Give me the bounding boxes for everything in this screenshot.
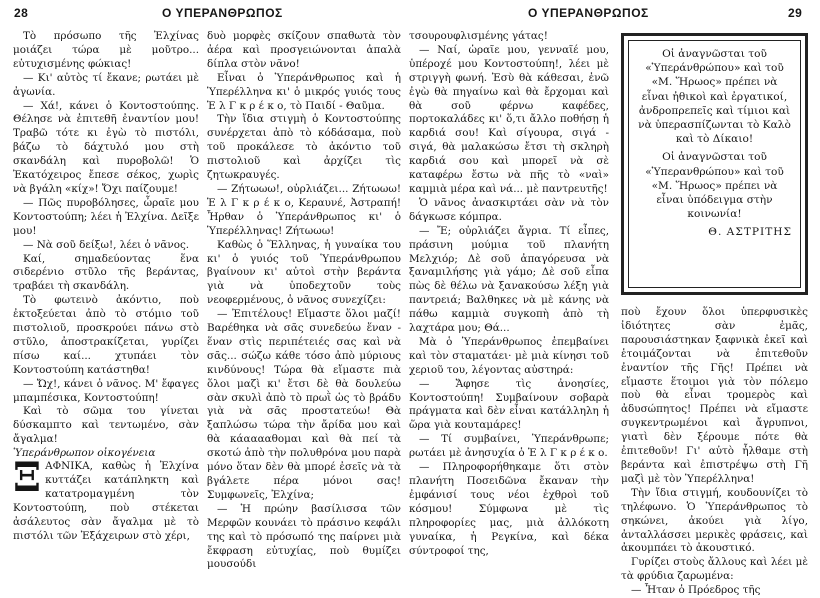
section-heading: Ὑπεράνθρωπον οἰκογένεια bbox=[13, 447, 156, 460]
paragraph: Καθὼς ὁ Ἕλληνας, ἡ γυναίκα του κι' ὁ γυιός τοῦ Ὑπεράνθρωπου βγαίνουν κι' αὐτοὶ στὴν βεράντα γιὰ νὰ ὑποδεχτοῦν τοὺς νεοφερμένους, ὁ νᾶνος συνεχίζει: bbox=[207, 238, 401, 307]
paragraph: Γυρίζει στοὺς ἄλλους καὶ λέει μὲ τὰ φρύδια ζαρωμένα: bbox=[621, 556, 808, 583]
paragraph: Τὴν ἴδια στιγμὴ ὁ Κοντοστούπης συνέρχεται ἀπὸ τὸ κόδάσαμα, ποὺ τοῦ προκάλεσε τὸ ἀκόντιο τοῦ πιστολιοῦ καὶ ἀρχίζει τὶς ζητωκραυγές. bbox=[207, 113, 401, 182]
text-column-2 bbox=[207, 30, 401, 590]
text-column-1 bbox=[13, 30, 199, 590]
paragraph: Μὰ ὁ Ὑπεράνθρωπος ἐπεμβαίνει καὶ τὸν σταματάει· μὲ μιὰ κίνησι τοῦ χεριοῦ του, λέγοντας αὐστηρά: bbox=[409, 335, 609, 376]
running-title-right: Ο ΥΠΕΡΑΝΘΡΩΠΟΣ bbox=[528, 6, 649, 20]
paragraph: — Ζήτωωω!, οὐρλιάζει... Ζήτωωω! Ἑ λ Γ κ ρ έ κ ο, Κεραυνέ, Ἀστραπή! Ἦρθαν ὁ Ὑπεράνθρωπος κι' ὁ Ὑπερέλληνας! Ζήτωωω! bbox=[207, 182, 401, 237]
paragraph: — Πῶς πυροβόλησες, ὦραῖε μου Κοντοστούπη; λέει ἡ Ἐλχίνα. Δεῖξε μου! bbox=[13, 196, 199, 237]
running-title-left: Ο ΥΠΕΡΑΝΘΡΩΠΟΣ bbox=[162, 6, 283, 20]
paragraph: — Πληροφορήθηκαμε ὅτι στὸν πλανήτη Ποσειδῶνα ἔκαναν τὴν ἐμφάνισί τους νέοι ἐχθροὶ τοῦ κόσμου! Σύμφωνα μὲ τὶς πληροφορίες μας, μιὰ ἀλλόκοτη γυναίκα, ἡ Ρεγκίνα, καὶ δέκα σύντροφοί της, bbox=[409, 461, 609, 557]
drop-cap-text: ΑΦΝΙΚΑ, καθὼς ἡ Ἐλχίνα κυττάζει κατάπληκτη καὶ κατατρομαγμένη τὸν Κοντοστούπη, ποὺ στέκεται ἀσάλευτος σὰν ἄγαλμα μὲ τὸ πιστόλι τῶν Ἐξάχειρων στὸ χέρι, bbox=[13, 460, 199, 542]
drop-cap-paragraph bbox=[13, 454, 199, 543]
notice-box-inner bbox=[628, 40, 801, 288]
notice-box bbox=[621, 33, 808, 295]
paragraph: τσουρουφλισμένης γάτας! bbox=[409, 30, 548, 42]
paragraph: — Ἡ πρώην βασίλισσα τῶν Μερφῶν κουνάει τὸ πράσινο κεφάλι της καὶ τὸ πρόσωπό της παίρνει μιὰ ἔκφραση εὐτυχίας, ποὺ θυμίζει μουσούδι bbox=[207, 502, 401, 571]
drop-cap: Ξ bbox=[13, 454, 42, 502]
paragraph: Τὸ πρόσωπο τῆς Ἐλχίνας μοιάζει τώρα μὲ μοῦτρο... εὐτυχισμένης φώκιας! bbox=[13, 30, 199, 70]
paragraph: — Κι' αὐτὸς τί ἔκανε; ρωτάει μὲ ἀγωνία. bbox=[13, 71, 199, 98]
paragraph: Εἶναι ὁ Ὑπεράνθρωπος καὶ ἡ Ὑπερέλληνα κι' ὁ μικρός γυιός τους Ἑ λ Γ κ ρ έ κ ο, τὸ Παιδί - Θαῦμα. bbox=[207, 71, 401, 112]
notice-signature: Θ. ΑΣΤΡΙΤΗΣ bbox=[708, 226, 792, 239]
page-number-left: 28 bbox=[14, 6, 29, 20]
paragraph: — Ὤχ!, κάνει ὁ νᾶνος. Μ' ἔφαγες μπαμπέσικα, Κοντοστούπη! bbox=[13, 377, 199, 404]
paragraph: — Ναί, ὡραῖε μου, γενναῖέ μου, ὑπέροχέ μου Κοντοστούπη!, λέει μὲ στριγγὴ φωνή. Ἐσὺ θὰ κάθεσαι, ἐνῶ ἐγὼ θὰ πηγαίνω καὶ θὰ ἔρχομαι καὶ θὰ σοῦ φέρνω καφέδες, πορτοκαλάδες κι' ὅ,τι ἄλλο ποθήσῃ ἡ καρδιά σου! Καὶ σίγουρα, σιγά - σιγά, θὰ μαλακώσω ἔτσι τὴ σκληρὴ καρδιά σου καὶ μπορεῖ νὰ σὲ καταφέρω ἔστω νὰ πῆς τὸ «ναὶ» καμμιὰ μέρα καὶ νά... μὲ παντρευτῆς! bbox=[409, 43, 609, 195]
paragraph: Καί, σημαδεύοντας ἕνα σιδερένιο στῦλο τῆς βεράντας, τραβάει τὴ σκανδάλη. bbox=[13, 252, 199, 293]
paragraph: — Νὰ σοῦ δείξω!, λέει ὁ νᾶνος. bbox=[23, 238, 190, 251]
paragraph: — Τί συμβαίνει, Ὑπεράνθρωπε; ρωτάει μὲ ἀνησυχία ὁ Ἑ λ Γ κ ρ έ κ ο. bbox=[409, 433, 609, 460]
text-column-3 bbox=[409, 30, 609, 590]
page-number-right: 29 bbox=[788, 6, 803, 20]
text-column-4 bbox=[621, 306, 808, 597]
paragraph: Τὸ φωτεινὸ ἀκόντιο, ποὺ ἐκτοξεύεται ἀπὸ τὸ στόμιο τοῦ πιστολιοῦ, προσκρούει πάνω στὸ στῦλο, ἀποστρακίζεται, γυρίζει πίσω καί... χτυπάει τὸν Κοντοστούπη κατάστηθα! bbox=[13, 294, 199, 376]
paragraph: δυὸ μορφὲς σκίζουν σπαθωτὰ τὸν ἀέρα καὶ προσγειώνονται ἀπαλὰ δίπλα στὸν νᾶνο! bbox=[207, 30, 401, 70]
paragraph: — Ἄφησε τὶς ἀνοησίες, Κοντοστούπη! Συμβαίνουν σοβαρὰ πράγματα καὶ δὲν εἶναι κατάλληλη ἡ ὥρα γιὰ κουταμάρες! bbox=[409, 377, 609, 432]
paragraph: Καὶ τὸ σῶμα του γίνεται δύσκαμπτο καὶ τεντωμένο, σὰν ἄγαλμα! bbox=[13, 405, 199, 446]
paragraph: Τὴν ἴδια στιγμή, κουδουνίζει τὸ τηλέφωνο. Ὁ Ὑπεράνθρωπος τὸ σηκώνει, ἀκούει γιὰ λίγο, ἀνταλλάσσει μερικὲς φράσεις, καὶ ἀκουμπάει τὸ ἀκουστικό. bbox=[621, 486, 808, 555]
paragraph: — Ἦταν ὁ Πρόεδρος τῆς bbox=[631, 584, 761, 597]
paragraph: — Ἐπιτέλους! Εἴμαστε ὅλοι μαζί! Βαρέθηκα νὰ σᾶς συνεδεύω ἕναν - ἕναν στὶς περιπέτειές σας καὶ νὰ σᾶς... σώζω κάθε τόσο ἀπὸ μύριους κινδύνους! Τώρα θὰ εἴμαστε πιὰ ὅλοι μαζὶ κι' ἔτσι δὲ θὰ δουλεύω σὰν σκυλὶ ἀπὸ τὸ πρωῒ ὡς τὸ βράδυ γιὰ νὰ σᾶς προστατεύω! Θὰ ξαπλώσω τώρα τὴν ἄρίδα μου καὶ θὰ κάααααθομαι καὶ θὰ πεί τὰ σκοτώ ἀπὸ τὴν πολυθρόνα μου παρὰ μόνο ὅταν δὲν θὰ μπορέ ἐσεῖς νὰ τὰ βγάλετε πέρα μόνοι σας! Συμφωνεῖς, Ἐλχίνα; bbox=[207, 308, 401, 501]
paragraph: ποὺ ἔχουν ὅλοι ὑπερφυσικὲς ἰδιότητες σὰν ἐμᾶς, παρουσιάστηκαν ξαφνικὰ ἐκεῖ καὶ ἑτοιμάζονται νὰ ἐπιτεθοῦν ἐναντίον τῆς Γῆς! Πρέπει νὰ εἴμαστε ἕτοιμοι γιὰ τὸν πόλεμο ποὺ θὰ εἶναι τρομερὸς καὶ ἀδυσώπητος! Πρέπει νὰ εἴμαστε συγκεντρωμένοι καὶ ἄγρυπνοι, γιατὶ δὲν ξέρουμε πότε θὰ ἐπιτεθοῦν! Γι' αὐτὸ ἦλθαμε στὴ βεράντα καὶ ἐπιστρέψω στὴ Γῆ μαζὶ μὲ τὸν Ὑπερέλληνα! bbox=[621, 306, 808, 485]
paragraph: — Ἔ; οὐρλιάζει ἄγρια. Τί εἶπες, πράσινη μούμια τοῦ πλανήτη Μελχιόρ; Δὲ σοῦ ἀπαγόρευσα νὰ ξαναμιλήσης γιὰ γάμο; Δὲ σοῦ εἶπα πὼς δὲ θέλω νὰ ξανακούσω λέξη γιὰ παντρειά; Βαλθηκες νὰ μὲ κάνης νὰ πάθω καμμιὰ συγκοπὴ ἀπὸ τὴ λαχτάρα μου; Θά... bbox=[409, 224, 609, 335]
notice-paragraph: Οἱ ἀναγνῶσται τοῦ «Ὑπερανθρώπου» καὶ τοῦ «Μ. Ἥρωος» πρέπει νὰ εἶναι ὑπόδειγμα στὴν κοινωνία! bbox=[645, 151, 784, 221]
paragraph: — Χά!, κάνει ὁ Κοντοστούπης. Θέλησε νὰ ἐπιτεθῆ ἐναντίον μου! Τραβῶ τότε κι ἐγὼ τὸ πιστόλι, βάζω τὸ δάχτυλό μου στὴ σκανδάλη καὶ πυροβολῶ! Ὁ Ἐκατόχειρος ἔπεσε σέκος, χωρὶς νὰ βγάλη «κίχ»! Ὄχι παίζουμε! bbox=[13, 99, 199, 195]
paragraph: Ὁ νᾶνος ἀνασκιρτάει σὰν νὰ τὸν δάγκωσε κόμπρα. bbox=[409, 196, 609, 223]
notice-paragraph: Οἱ ἀναγνῶσται τοῦ «Ὑπεράνθρώπου» καὶ τοῦ «Μ. Ἥρωος» πρέπει νὰ εἶναι ἠθικοὶ καὶ ἐργατικοί, ἀνδροπρεπεῖς καὶ τίμιοι καὶ νὰ ὑπερασπίζωνται τὸ Καλὸ καὶ τὸ Δίκαιο! bbox=[638, 48, 791, 146]
